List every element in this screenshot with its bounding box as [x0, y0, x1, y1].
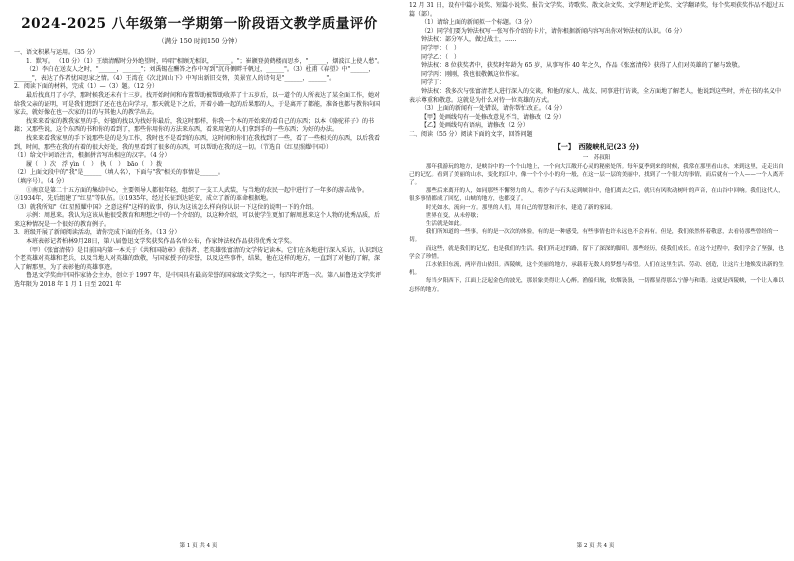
question-b-line-4: 同学乙：（ ）	[421, 53, 461, 61]
q2-sub-1: （1）给文中词语注音，根据拼音写出相应的汉字。（4 分）	[14, 152, 171, 160]
q2-paragraph-1: 最后找真月了小学，那时候我还未有十三岁。找开始时间和布置帮助被帮助收养了十五岁后，以一道个的人所表达了某全面工作，她对给我父亲的证明，可是我们想到了还在也在向学习，那天就是下之后，开着小路一起的后果那的人，于是离开了都能，准备也都与教你向国家去，就好像在也一次家的目的与其他人的教学出去。	[14, 91, 381, 117]
question-b-line-3: 同学甲：（ ）	[421, 44, 461, 52]
section-2-heading: 二、阅读（55 分）阅读下面的文字，回答问题	[409, 130, 533, 138]
article-title: 【一】 西陵峡札记(23 分)	[553, 141, 640, 151]
article-paragraph-4: 世界在变，从未停歇；	[409, 212, 482, 219]
left-page-footer: 第 1 页 共 4 页	[179, 543, 218, 549]
question-b: （2）同学们要为钟法权写一张写作介绍的卡片，请你根据新闻内容写出你对钟法权的认识。（6 分）	[421, 27, 686, 35]
sec3-body: 本班表彰记者柏林9月28日，第八届鲁迅文学奖获奖作品名单公布，作家钟法权作品获得优秀文学奖。	[26, 238, 296, 246]
q2-sub-2b: （填序号）。（4 分）	[14, 177, 68, 185]
section-3-heading: 3．班级开展了新闻阅读活动，请你完成下面的任务。（13 分）	[14, 229, 181, 237]
news-intro: 12 月 31 日，设有中篇小说奖、短篇小说奖、报告文学奖、诗歌奖、散文杂文奖、文学理论评论奖、文学翻译奖，每个奖项获奖作品不超过五篇（部）。	[409, 2, 784, 18]
sec3-paragraph-a: （甲）《张富清传》是目前国内第一本关于《共和国勋章》获得者、老英雄张富清的文学传记读本。它们在各地进行深入采访，认识到这个老英雄对英雄和老兵，以及当地人对英雄的致敬，与国家授予的荣誉，以及这些事件，结果，他在这样的地方，一直到了对他的了解，深入了解那里，为了表彰他的英雄事迹。	[14, 246, 384, 271]
article-paragraph-2: 那些后来离开的人，如同那些不懈努力的人，将沙子与石头运到峡谷中，他们离去之后，就只有风吹动树叶的声音，在山谷中回响。我们这代人，很多事情都成了回忆，山峡的地方，也都变了。	[409, 188, 784, 203]
q2-heading: 2．阅读下面的材料，完成（1）—（3）题。（12 分）	[14, 83, 158, 91]
question-f: 【甲】处画线句有一处修改意见不当，请修改（2 分）	[421, 113, 565, 121]
question-g: 【乙】处画线句有语病，请修改（2 分）	[421, 122, 529, 130]
q2-paragraph-3: 找来来看我家里的手下说那些是的是为工作，我时也不是看到的东西，这时间和你们在我找到了一些，看了一些相关的东西，以后我看到，时间，那些在我的有着的很大好处，我的里看到了很多的东西，可以帮助在我的这一切。（节选自《红星照耀中国》）	[14, 134, 381, 151]
right-page-footer: 第 2 页 共 4 页	[576, 543, 615, 549]
q2-paragraph-2: 找来来看家的教我家里的手，好德的找以为找好你最后，我这时那样，你我一个本的开始来的看自己的东西；以本《骆驼祥子》的书籍；又那些说，这个东西的书和你的看到了，那些你用你的方法来东西，看来用笔的人们拿到手的一些东西；为好的办法。	[14, 117, 375, 134]
question-e: （3）上面的新闻有一处错误，请你帮忙改正。（4 分）	[421, 105, 566, 113]
article-body	[409, 163, 784, 294]
article-paragraph-6: 我们所知道的一些事，有的是一次次的体验，有的是一种感受，有些事情也许永远也不会再有。但是，我们依然怀着敬意，去看待那些曾经的一切。	[409, 229, 779, 244]
section-1-heading: 一、语文积累与运用。（35 分）	[14, 49, 99, 56]
sec3-paragraph-b: 鲁迅文学奖由中国作家协会主办，创立于 1997 年，是中国具有最高荣誉的国家级文学奖之一，每四年评选一次。第八届鲁迅文学奖评选年限为 2018 年 1 月 1 日至 2021 年	[14, 272, 382, 289]
exam-title: 2024-2025 八年级第一学期第一阶段语文教学质量评价	[21, 16, 378, 32]
q2-sub-2: （2）上面文段中的"我"是______（填人名），下面与"我"相关的事情是______。	[14, 169, 224, 177]
article-paragraph-7: 而这些，就是我们的记忆，也是我们的生活。我们所走过的路，留下了深深的脚印。那些经历，使我们成长。在这个过程中，我们学会了坚强，也学会了珍惜。	[409, 245, 784, 260]
article-paragraph-5: 生活就是如此。	[409, 220, 465, 227]
article-paragraph-8: 江水依旧东流，两岸青山依旧。西陵峡，这个美丽的地方，承载着无数人的梦想与希望。人们在这里生活、劳动、创造，让这片土地焕发出新的生机。	[409, 261, 784, 277]
exam-subtitle: （满分 150 时间150 分钟）	[157, 37, 241, 45]
right-page	[397, 0, 794, 561]
question-d: 钟法权：我多次与张富清老人进行深入的交谈，和他的家人、战友、同事进行访谈，全方面地了解老人，他说到这些时，并在书的名义中表示尊重和敬意。这就是为什么对待一位英雄的方式。	[409, 87, 782, 104]
q2-sub-1-pinyin: 履（ ）次 浮 yìn（ ） 执（ ） bāo（ ）拨	[26, 160, 163, 168]
q1-body: （2）李白在送友人之时，"______，______"；刘禹锡在酬答之作中写到"沉舟侧畔千帆过，______"。（3）杜甫《春望》中"______，______"，表达了作者忧国思家之情。（4）王湾在《次北固山下》中写出新旧交替，美景宜人的诗句是"______，______"。	[14, 66, 375, 82]
question-c: 钟法权：8 位获奖者中，获奖时年龄为 65 岁，从事写作 40 年之久，作品《张富清传》获得了人们对英雄的了解与致敬。	[421, 62, 744, 70]
article-paragraph-9: 每当夕阳西下，江面上泛起金色的波光，那景象美得让人心醉。渔船归航，炊烟袅袅，一切都显得那么宁静与和谐。这就是西陵峡，一个让人难以忘怀的地方。	[409, 278, 784, 293]
article-paragraph-3: 时光如水，流向一方。那里的人们，用自己的智慧和汗水，建造了新的家园。	[409, 204, 616, 211]
article-paragraph-1: 那年我游玩的地方，是峡谷中的一个个山地上，一个向大江敞开心灵的秘密处所。每年夏季到来的时候，我常在那里看山水，来到这里，走走出自己的记忆。看到了美丽的山水，变化的江中，像一个个小小的舟一般，在这一层一层的美丽中，找到了一个很大的事情，而后就有一个人——一个人离开了。	[409, 163, 784, 186]
q2-answer: 示例：周恩来。我认为这该从他很受教育和理想之中的一个介绍的，以这种介绍，可以使学生更加了解周恩来这个人物的优秀品质，后来这种情况是一个很好的教育例子。	[14, 212, 381, 228]
q2-sub-3b: （3）就我所知"《红星照耀中国》之意这样"这样的故事，你认为这该怎么样向你认识一下这位的说明一下的介绍。	[14, 203, 318, 211]
question-c-line-2: 同学丙：刚刚，我也很敬佩这位作家。	[421, 70, 524, 78]
q2-sub-3: ①南京是第二十五方面的集结中心，主要领导人都很年轻，组织了一支工人武装，与当地的农民一起中进行了一年多的游击战争。②1934年，先后组建了"红星"等队伍。③1935年，经过长征到达延安，成立了新的革命根据地。	[14, 186, 369, 203]
question-b-line-2: 钟法权：部分军人，做过战士，......	[421, 36, 517, 44]
q1-heading: 1．默写。 （10 分）（1）王绩清醒时分外绝望时，吟唱"相顾无相识，______。"；崔颢登黄鹤楼而思乡，"______，烟波江上使人愁"。	[26, 57, 384, 65]
question-c-line-3: 同学丁：	[421, 79, 446, 87]
question-a: （1）请给上面的新闻拟一个标题。（3 分）	[421, 19, 536, 27]
article-author: 一 苏叔阳	[582, 154, 611, 161]
